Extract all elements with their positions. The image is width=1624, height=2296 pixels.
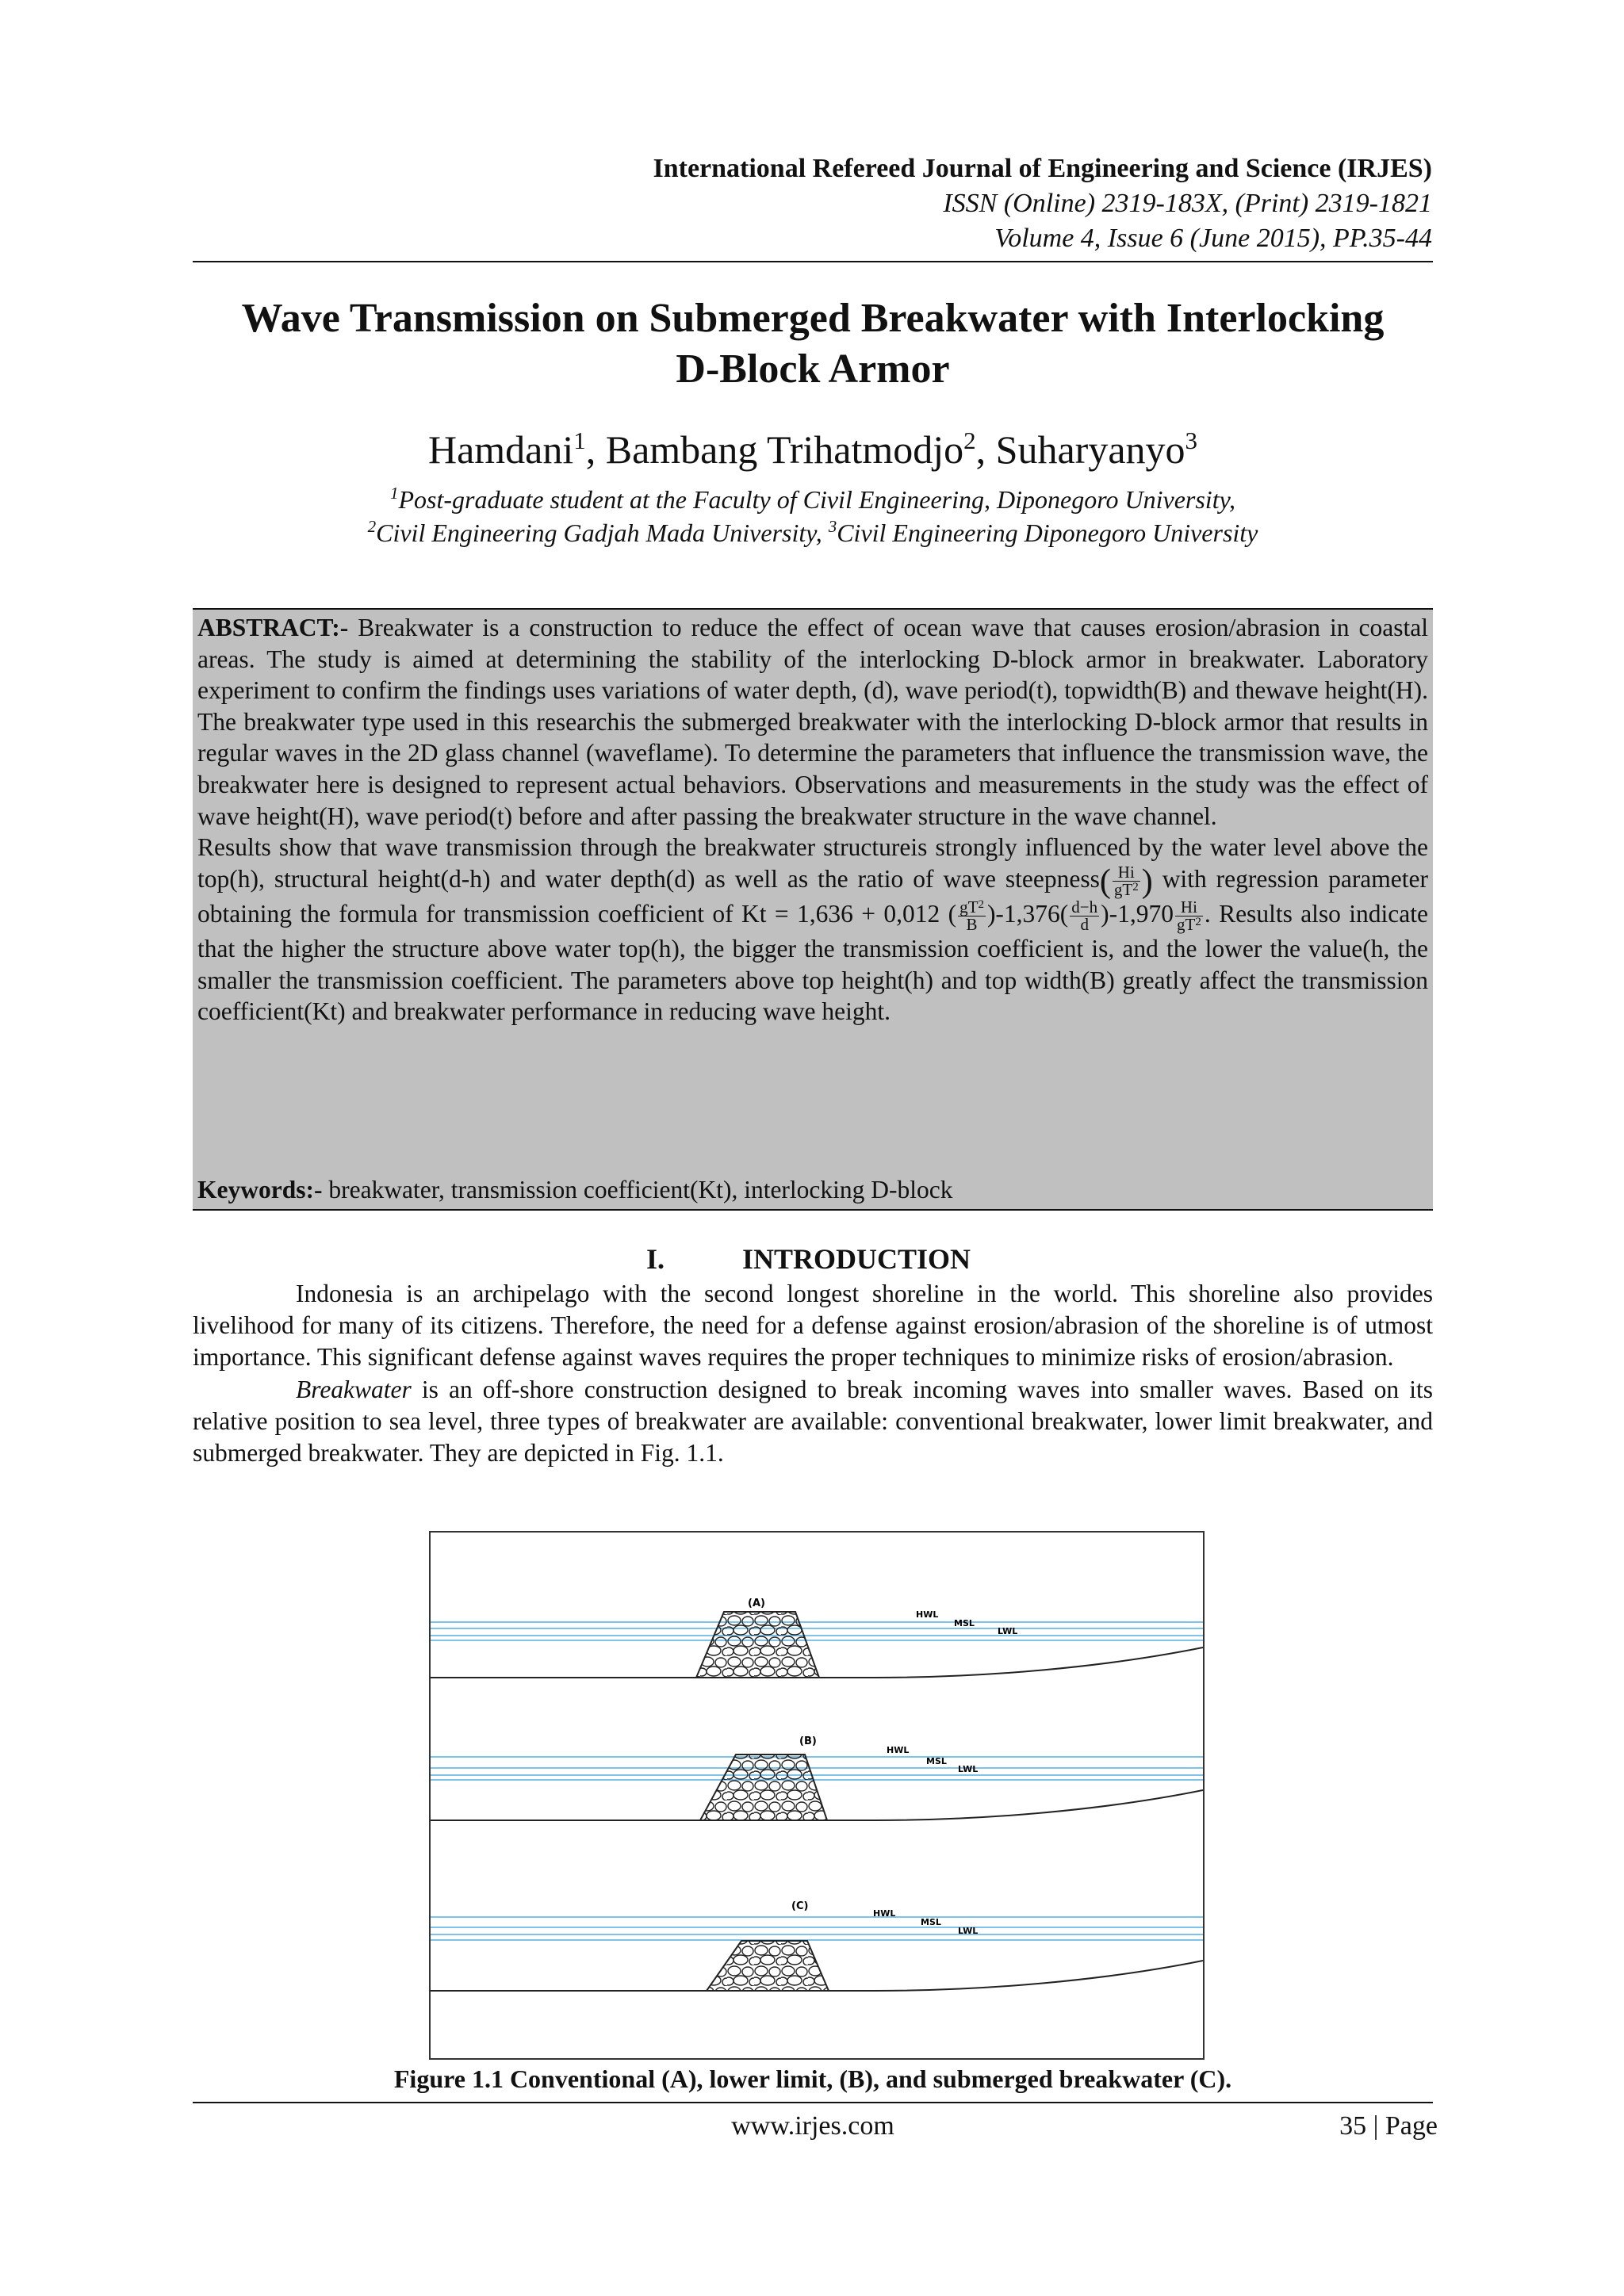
breakwater-b bbox=[700, 1755, 827, 1820]
abstract-label: ABSTRACT:- bbox=[197, 614, 349, 641]
abstract-text-2c: )-1,376( bbox=[986, 900, 1069, 928]
author-name: Hamdani bbox=[427, 427, 574, 472]
breakwater-diagram bbox=[431, 1533, 1203, 2058]
breakwater-c bbox=[707, 1941, 829, 1991]
keywords bbox=[197, 1174, 1428, 1206]
affil-sup: 1 bbox=[389, 484, 399, 503]
author-name: Bambang Trihatmodjo bbox=[605, 427, 964, 472]
abstract-paragraph-2 bbox=[197, 832, 1428, 1027]
fraction-dh-d bbox=[1070, 899, 1099, 933]
msl-label: MSL bbox=[954, 1618, 975, 1628]
abstract-text-2b: with regression parameter obtaining the formula for transmission coefficient of Kt = 1,636 + 0,012 ( bbox=[197, 864, 1428, 928]
msl-label: MSL bbox=[926, 1756, 947, 1766]
abstract-paragraph-1 bbox=[197, 612, 1428, 832]
affil-sup: 2 bbox=[367, 517, 377, 536]
msl-label: MSL bbox=[921, 1917, 941, 1927]
affil-line-1: Post-graduate student at the Faculty of Civil Engineering, Diponegoro University, bbox=[398, 485, 1236, 514]
intro-paragraph-1: Indonesia is an archipelago with the second longest shoreline in the world. This shoreline also provides livelihood for many of its citizens. Therefore, the need for a defense against erosion/abrasion of the shoreline is of utmost importance. This significant defense against waves requires the proper techniques to minimize risks of erosion/abrasion. bbox=[193, 1280, 1433, 1372]
title-line-1: Wave Transmission on Submerged Breakwater with Interlocking bbox=[241, 296, 1385, 341]
footer-rule bbox=[193, 2102, 1433, 2103]
panel-label-b: (B) bbox=[799, 1735, 817, 1747]
frac-den: B bbox=[966, 915, 978, 935]
frac-num: $gT^2$ bbox=[959, 897, 984, 917]
section-number: I. bbox=[646, 1243, 665, 1275]
header-rule bbox=[193, 261, 1433, 262]
panel-label-c: (C) bbox=[791, 1900, 809, 1912]
intro-paragraph-2-text: is an off-shore construction designed to break incoming waves into smaller waves. Based on its relative position to sea level, three types of breakwater are available: conventional breakwater, lower limit breakwater, and submerged breakwater. They are depicted in Fig. 1.1. bbox=[193, 1375, 1433, 1468]
frac-num: Hi bbox=[1175, 899, 1203, 916]
section-title: INTRODUCTION bbox=[742, 1243, 971, 1275]
fraction-hi-gt2 bbox=[1113, 864, 1140, 898]
frac-den: d bbox=[1080, 915, 1089, 935]
paren-close: ) bbox=[1141, 863, 1153, 900]
affil-line-2a: Civil Engineering Gadjah Mada University, bbox=[376, 519, 829, 547]
lwl-label: LWL bbox=[998, 1626, 1018, 1636]
hwl-label: HWL bbox=[916, 1609, 939, 1620]
frac-num: Hi bbox=[1113, 864, 1140, 882]
footer-url[interactable]: www.irjes.com bbox=[731, 2111, 894, 2141]
author-sup: 1 bbox=[573, 427, 586, 454]
panel-a bbox=[431, 1598, 1203, 1678]
page-number: 35 | Page bbox=[1339, 2111, 1438, 2141]
frac-num: d−h bbox=[1071, 897, 1098, 917]
author-sup: 3 bbox=[1185, 427, 1198, 454]
abstract bbox=[197, 612, 1428, 1027]
affiliations bbox=[193, 483, 1433, 549]
title-line-2: D-Block Armor bbox=[676, 346, 950, 392]
keywords-label: Keywords:- bbox=[197, 1176, 323, 1203]
journal-name: International Refereed Journal of Engineering and Science (IRJES) bbox=[653, 154, 1432, 183]
author-name: Suharyanyo bbox=[995, 427, 1185, 472]
author-sup: 2 bbox=[963, 427, 976, 454]
hwl-label: HWL bbox=[887, 1745, 910, 1755]
hwl-label: HWL bbox=[873, 1908, 896, 1919]
paper-title bbox=[193, 293, 1433, 395]
affil-sup: 3 bbox=[828, 517, 837, 536]
intro-italic-term: Breakwater bbox=[296, 1375, 412, 1403]
abstract-text-1: Breakwater is a construction to reduce the effect of ocean wave that causes erosion/abrasion in coastal areas. The study is aimed at determining the stability of the interlocking D-block armor in breakwater. Laboratory experiment to confirm the findings uses variations of water depth, (d), wave period(t), topwidth(B) and thewave height(H). The breakwater type used in this researchis the submerged breakwater with the interlocking D-block armor that results in regular waves in the 2D glass channel (waveflame). To determine the parameters that influence the transmission wave, the breakwater here is designed to represent actual behaviors. Observations and measurements in the study was the effect of wave height(H), wave period(t) before and after passing the breakwater structure in the wave channel. bbox=[197, 614, 1429, 830]
frac-den: $gT^2$ bbox=[1177, 915, 1201, 935]
figure-1-1 bbox=[429, 1531, 1205, 2060]
journal-volume: Volume 4, Issue 6 (June 2015), PP.35-44 bbox=[994, 224, 1432, 253]
figure-caption: Figure 1.1 Conventional (A), lower limit, (B), and submerged breakwater (C). bbox=[393, 2064, 1232, 2093]
introduction-body bbox=[193, 1278, 1433, 1469]
fraction-gt2-b bbox=[958, 899, 986, 933]
author-sep: , bbox=[585, 427, 606, 472]
panel-c bbox=[431, 1900, 1203, 1991]
fraction-hi-gt2-b bbox=[1175, 899, 1203, 933]
keywords-text: breakwater, transmission coefficient(Kt), interlocking D-block bbox=[328, 1176, 953, 1203]
frac-den: $gT^2$ bbox=[1113, 880, 1139, 900]
abstract-text-2d: )-1,970 bbox=[1101, 900, 1174, 928]
paren-open: ( bbox=[1099, 863, 1111, 900]
journal-issn: ISSN (Online) 2319-183X, (Print) 2319-1821 bbox=[943, 189, 1432, 218]
intro-paragraph-2 bbox=[193, 1374, 1433, 1470]
lwl-label: LWL bbox=[958, 1926, 979, 1936]
author-sep: , bbox=[975, 427, 996, 472]
panel-label-a: (A) bbox=[748, 1598, 765, 1609]
abstract-text-2e: . Results also indicate that the higher the structure above water top(h), the bigger the transmission coefficient is, and the lower the value(h, the smaller the transmission coefficient. The parameters above top height(h) and top width(B) greatly affect the transmission coefficient(Kt) and breakwater performance in reducing wave height. bbox=[197, 900, 1428, 1026]
author-list bbox=[193, 425, 1433, 474]
affil-line-2b: Civil Engineering Diponegoro University bbox=[837, 519, 1258, 547]
lwl-label: LWL bbox=[958, 1764, 979, 1774]
abstract-text-2a: Results show that wave transmission through the breakwater structureis strongly influenced by the water level above the top(h), structural height(d-h) and water depth(d) as well as the ratio of wave steepness bbox=[197, 833, 1428, 893]
panel-b bbox=[431, 1735, 1203, 1820]
